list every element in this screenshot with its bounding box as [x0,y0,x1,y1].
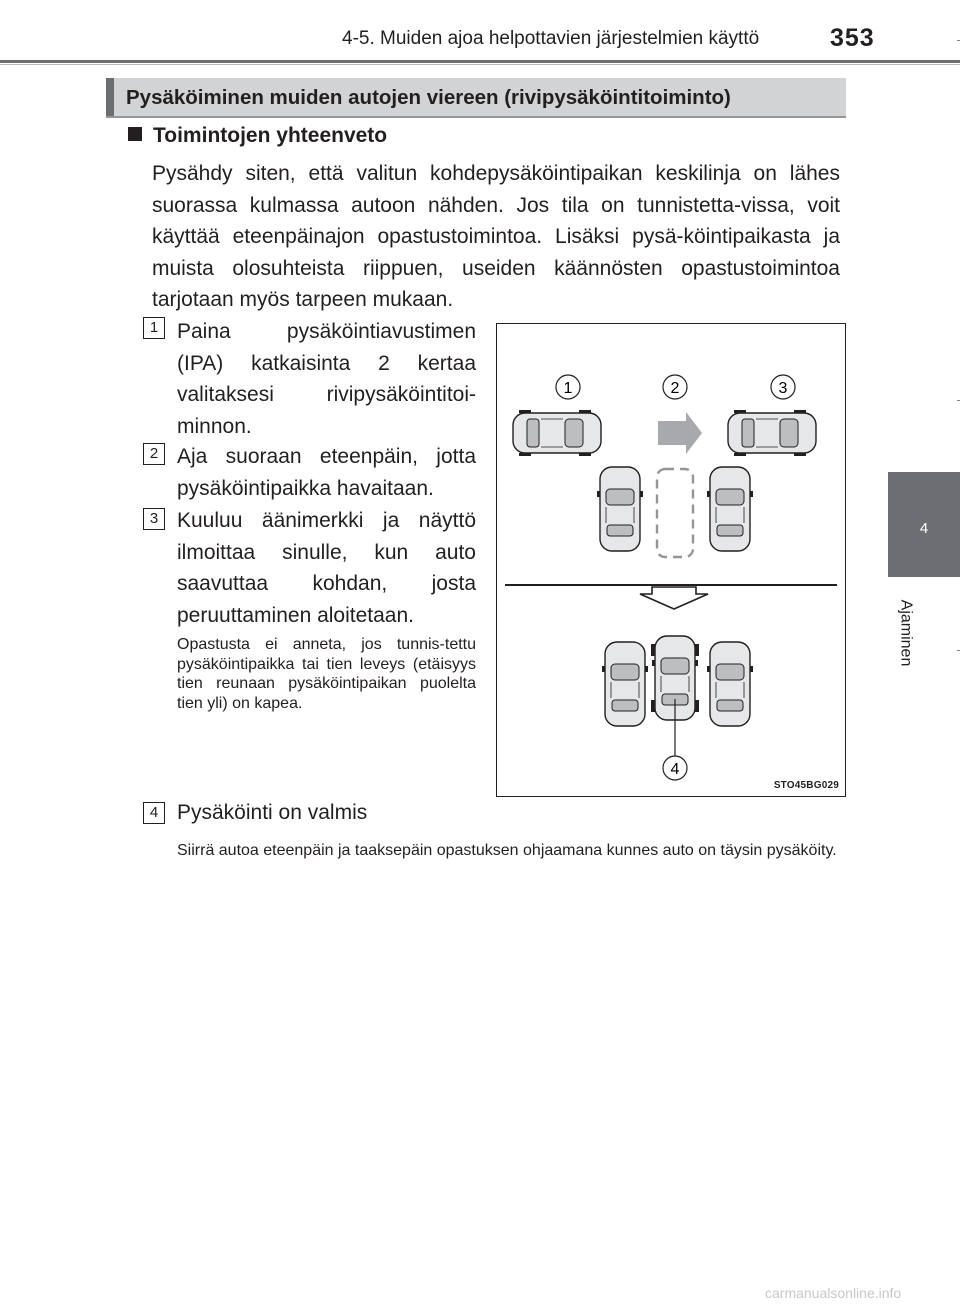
step-text-1: Paina pysäköintiavustimen (IPA) katkaisinta 2 kertaa valitaksesi rivipysäköintitoi-minnon. [177,320,476,438]
parking-diagram [496,323,846,797]
section-title-bar [106,78,846,118]
chapter-number: 4 [919,520,929,537]
page-number: 353 [830,24,875,52]
header-rule [0,60,960,63]
figure-code: STO45BG029 [773,780,839,791]
chapter-label-text: Ajaminen [897,599,915,666]
step-text-4: Pysäköinti on valmis [177,801,368,824]
chapter-label [885,585,925,680]
header-title: 4-5. Muiden ajoa helpottavien järjestelmien käyttö [342,28,760,49]
parked-car-right [707,467,753,551]
callout-4-label: 4 [670,761,680,778]
step-number-3: 3 [143,508,165,530]
header-subrule [0,64,960,65]
target-parking-space [657,469,693,557]
step-number-4: 4 [143,802,165,824]
down-arrow-icon [640,587,708,609]
subsection-title: Toimintojen yhteenveto [153,124,388,147]
step-note-3: Opastusta ei anneta, jos tunnis-tettu pysäköintipaikka tai tien leveys (etäisyys tien reunaan pysäköintipaikan puolelta tien yli) on kapea. [177,636,476,712]
square-bullet-icon [128,127,142,141]
forward-arrow-icon [658,412,702,454]
callout-4 [663,756,687,780]
watermark: carmanualsonline.info [765,1285,902,1301]
callout-3 [771,375,795,399]
intro-paragraph: Pysähdy siten, että valitun kohdepysäköintipaikan keskilinja on lähes suorassa kulmassa autoon nähden. Jos tila on tunnistetta-vissa, voit käyttää eteenpäinajon opastustoimintoa. Lisäksi pysä-köintipaikasta ja muista olosuhteista riippuen, useiden käännösten opastustoimintoa tarjotaan myös tarpeen mukaan. [152,162,840,311]
step-text-2: Aja suoraan eteenpäin, jotta pysäköintipaikka havaitaan. [177,445,476,500]
subsection-heading [128,124,387,148]
parked-car-right-final [707,642,753,726]
parked-car-left [597,467,643,551]
callout-3-label: 3 [778,380,788,397]
step-number-1: 1 [143,317,165,339]
callout-1-label: 1 [563,380,573,397]
step-text-3: Kuuluu äänimerkki ja näyttö ilmoittaa sinulle, kun auto saavuttaa kohdan, josta peruuttaminen aloitetaan. [177,509,476,627]
section-title: Pysäköiminen muiden autojen viereen (rivipysäköintitoiminto) [126,86,731,109]
parking-diagram-svg [497,324,847,798]
chapter-tab[interactable] [888,472,960,577]
reference-car-left [513,410,601,456]
callout-2 [663,375,687,399]
reference-car-right [728,410,816,456]
callout-1 [556,375,580,399]
step-number-2: 2 [143,443,165,465]
section-bar-accent [106,78,114,116]
step-note-4: Siirrä autoa eteenpäin ja taaksepäin opastuksen ohjaamana kunnes auto on täysin pysäköity. [177,842,837,859]
callout-2-label: 2 [670,380,680,397]
parked-car-left-final [602,642,648,726]
